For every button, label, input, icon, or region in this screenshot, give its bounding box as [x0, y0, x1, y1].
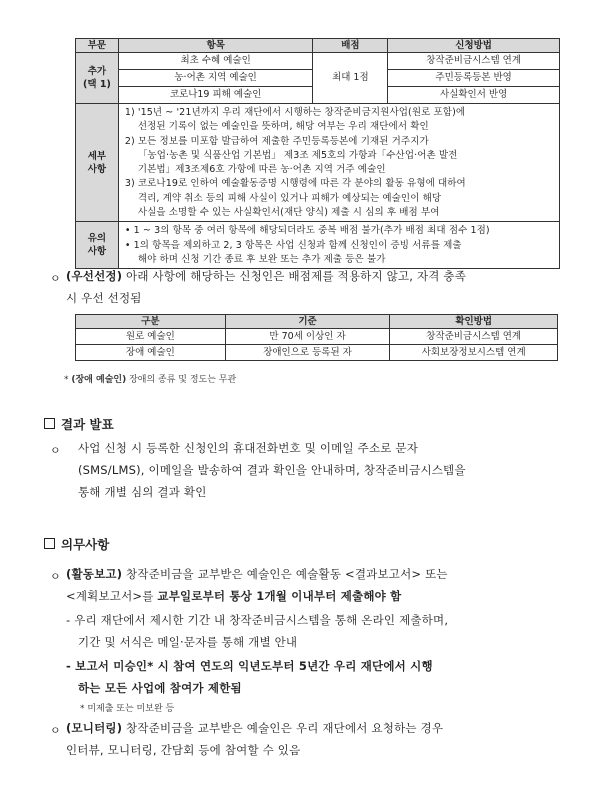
- monitor-label: (모니터링): [66, 721, 123, 735]
- result-line: 통해 개별 심의 결과 확인: [78, 485, 207, 499]
- header-method: 신청방법: [388, 39, 560, 53]
- header-item: 항목: [118, 39, 313, 53]
- monitor-line-1: [66, 720, 443, 736]
- header-type: 구분: [76, 315, 226, 329]
- priority-bullet: ㅇ: [50, 272, 61, 285]
- note-text: 장애의 종류 및 정도는 무관: [126, 375, 237, 385]
- item-cell: 최초 수혜 예술인: [118, 53, 313, 70]
- table-cell: 만 70세 이상인 자: [225, 329, 390, 345]
- table-cell: 장애인으로 등록된 자: [225, 345, 390, 361]
- report-line-1: [66, 566, 448, 582]
- caution-line: • 1의 항목을 제외하고 2, 3 항목은 사업 신청과 함께 신청인이 증빙 서류를 제출: [124, 239, 462, 251]
- dash-item-2: - 보고서 미승인* 시 참여 연도의 익년도부터 5년간 우리 재단에서 시행: [66, 659, 433, 673]
- table-cell: 원로 예술인: [76, 329, 226, 345]
- checkbox-square-icon: [44, 538, 55, 549]
- report-text: 창작준비금을 교부받은 예술인은 예술활동 <결과보고서> 또는: [122, 567, 448, 581]
- result-line: (SMS/LMS), 이메일을 발송하여 결과 확인을 안내하며, 창작준비금시스템을: [78, 463, 466, 477]
- monitor-text: 창작준비금을 교부받은 예술인은 우리 재단에서 요청하는 경우: [122, 721, 444, 735]
- footnote: * 미제출 또는 미보완 등: [80, 704, 175, 714]
- table-cell: 사회보장정보시스템 연계: [390, 345, 558, 361]
- priority-line-1: [66, 268, 466, 284]
- method-cell: 창작준비금시스템 연계: [388, 53, 560, 70]
- priority-text: 아래 사항에 해당하는 신청인은 배점제를 적용하지 않고, 자격 충족: [122, 269, 467, 283]
- detail-line: 3) 코로나19로 인하여 예술활동증명 시행령에 따른 각 분야의 활동 유형에 대하여: [124, 178, 466, 190]
- detail-line: 「농업·농촌 및 식품산업 기본법」 제3조 제5호의 가항과「수산업·어촌 발전: [137, 149, 458, 161]
- result-bullet: ㅇ: [50, 444, 61, 457]
- dash-item-2-cont: 하는 모든 사업에 참여가 제한됨: [78, 681, 242, 695]
- report-line-2: [66, 588, 401, 604]
- dash-item-1: - 우리 재단에서 제시한 기간 내 창작준비금시스템을 통해 온라인 제출하며,: [66, 613, 449, 627]
- priority-title: (우선선정): [66, 269, 123, 283]
- header-category: 부문: [76, 39, 119, 53]
- detail-line: 선정된 기록이 없는 예술인을 뜻하며, 해당 여부는 우리 재단에서 확인: [137, 121, 429, 133]
- caution-line: 해야 하며 신청 기간 종료 후 보완 또는 추가 제출 등은 불가: [137, 253, 386, 265]
- item-cell: 코로나19 피해 예술인: [118, 87, 313, 104]
- report-text-a: <계획보고서>를: [66, 589, 158, 603]
- note-star: *: [64, 375, 69, 385]
- method-cell: 주민등록등본 반영: [388, 70, 560, 87]
- caution-line: • 1 ~ 3의 항목 중 여러 항목에 해당되더라도 중복 배점 불가(추가 배점 최대 점수 1점): [124, 225, 490, 237]
- result-line: 사업 신청 시 등록한 신청인의 휴대전화번호 및 이메일 주소로 문자: [78, 441, 419, 455]
- detail-label-cell: [76, 104, 119, 222]
- table-row: [76, 345, 558, 361]
- detail-text-cell: [118, 104, 559, 222]
- header-criteria: 기준: [225, 315, 390, 329]
- table-cell: 창작준비금시스템 연계: [390, 329, 558, 345]
- caution-label: 유의: [87, 233, 107, 245]
- priority-line-2: 시 우선 선정됨: [66, 291, 142, 305]
- duty-section-title: [44, 535, 109, 553]
- result-section-title: [44, 415, 114, 433]
- disability-note: [64, 372, 236, 385]
- checkbox-square-icon: [44, 418, 55, 429]
- report-label: (활동보고): [66, 567, 123, 581]
- bonus-score-table: [75, 38, 560, 269]
- add-label-cell: [76, 53, 119, 104]
- result-title: 결과 발표: [61, 417, 114, 432]
- report-text-b: 교부일로부터 통상 1개월 이내부터 제출해야 함: [157, 589, 402, 603]
- add-label-sub: (택 1): [83, 79, 111, 90]
- item-cell: 농·어촌 지역 예술인: [118, 70, 313, 87]
- detail-line: 사실을 소명할 수 있는 사실확인서(재단 양식) 제출 시 심의 후 배점 부여: [137, 207, 440, 219]
- score-cell: 최대 1점: [313, 53, 388, 104]
- method-cell: 사실확인서 반영: [388, 87, 560, 104]
- priority-table: [75, 314, 558, 361]
- detail-label-sub: 사항: [87, 163, 107, 175]
- header-check: 확인방법: [390, 315, 558, 329]
- caution-label-sub: 사항: [87, 246, 107, 258]
- table-row: [76, 329, 558, 345]
- header-score: 배점: [313, 39, 388, 53]
- table-row: [76, 53, 560, 70]
- caution-label-cell: [76, 222, 119, 269]
- detail-line: 2) 모든 정보를 미포함 발급하여 제출한 주민등록등본에 기재된 거주지가: [124, 135, 429, 147]
- add-label: 추가: [87, 66, 107, 77]
- report-bullet: ㅇ: [50, 570, 61, 583]
- table-row: [76, 104, 560, 222]
- detail-line: 1) '15년 ~ '21년까지 우리 재단에서 시행하는 창작준비금지원사업(원로 포함)에: [124, 107, 466, 118]
- note-label: (장애 예술인): [71, 375, 127, 385]
- table-header-row: [76, 39, 560, 53]
- detail-line: 격리, 계약 취소 등의 피해 사실이 있거나 피해가 예상되는 예술인이 해당: [137, 192, 442, 204]
- monitor-bullet: ㅇ: [50, 724, 61, 737]
- detail-label: 세부: [87, 150, 107, 162]
- table-cell: 장애 예술인: [76, 345, 226, 361]
- detail-line: 기본법」제3조제6호 가항에 따른 농·어촌 지역 거주 예술인: [137, 164, 386, 176]
- dash-item-1-cont: 기간 및 서식은 메일·문자를 통해 개별 안내: [78, 635, 298, 649]
- table-row: [76, 222, 560, 269]
- duty-title: 의무사항: [61, 537, 110, 552]
- monitor-line-2: 인터뷰, 모니터링, 간담회 등에 참여할 수 있음: [66, 743, 301, 757]
- table-header-row: [76, 315, 558, 329]
- caution-text-cell: [118, 222, 559, 269]
